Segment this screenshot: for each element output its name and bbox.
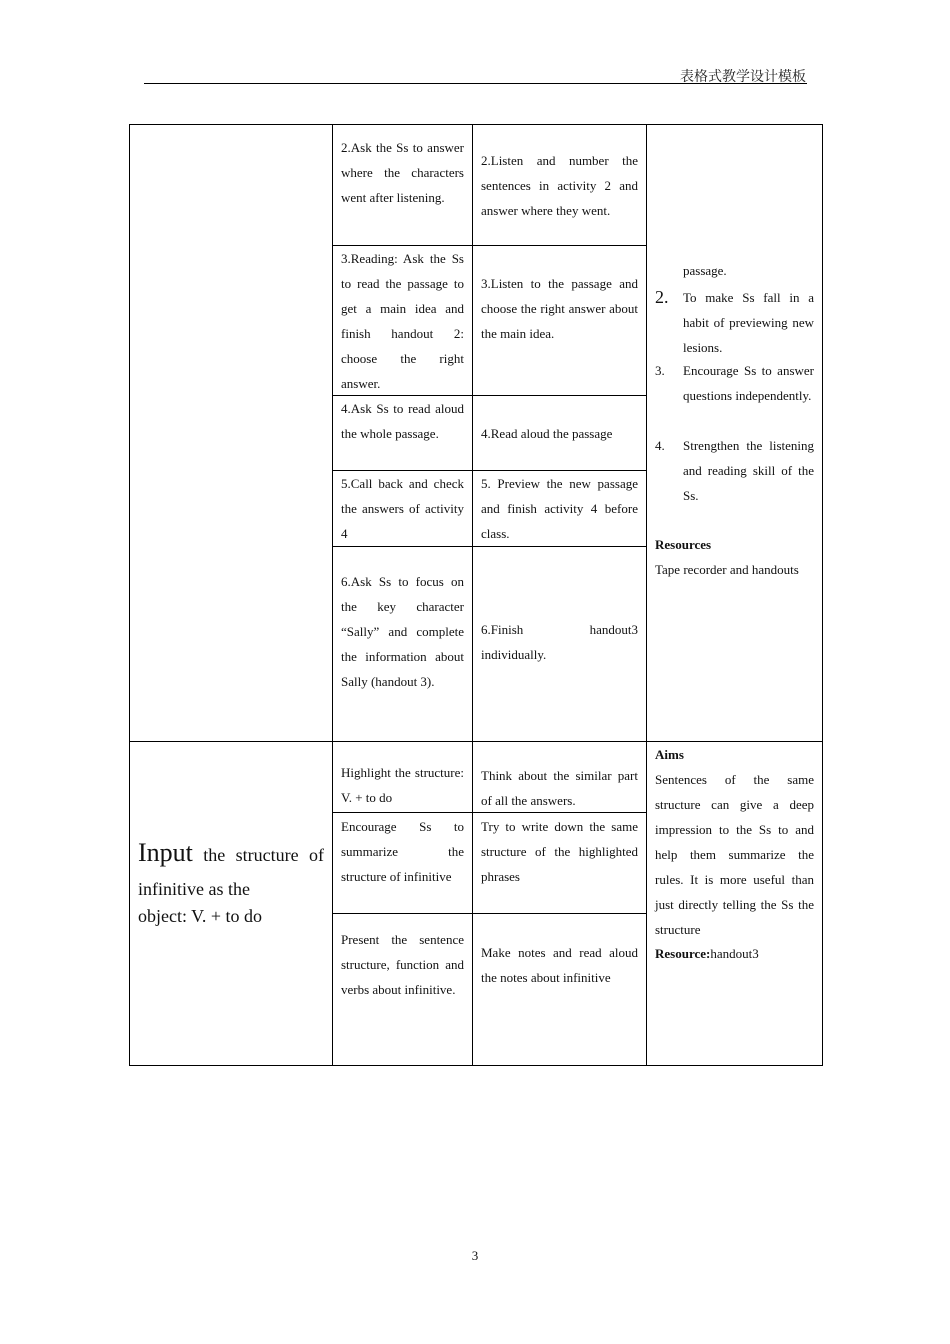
aims-item-text: To make Ss fall in a habit of previewing new lesions.	[683, 290, 814, 355]
resource-line	[655, 941, 814, 966]
aims-item-number: 2.	[655, 287, 669, 307]
teacher-activity-cell: 4.Ask Ss to read aloud the whole passage.	[341, 401, 464, 441]
aims-continued-text: passage.	[683, 263, 727, 278]
student-activity-cell: Think about the similar part of all the answers.	[481, 768, 638, 808]
teacher-activity-cell: Present the sentence structure, function and verbs about infinitive.	[341, 932, 464, 997]
student-activity-cell: 5. Preview the new passage and finish activity 4 before class.	[481, 476, 638, 541]
table-border	[129, 124, 823, 125]
teacher-activity-cell: 2.Ask the Ss to answer where the characters went after listening.	[341, 140, 464, 205]
resource-text: handout3	[710, 946, 759, 961]
teacher-activity-cell: 3.Reading: Ask the Ss to read the passage to get a main idea and finish handout 2: choose the right answer.	[341, 251, 464, 391]
table-border	[129, 1065, 823, 1066]
student-activity-cell: Try to write down the same structure of the highlighted phrases	[481, 819, 638, 884]
resources-text: Tape recorder and handouts	[655, 562, 799, 577]
step-title-first-word: Input	[138, 838, 193, 867]
student-activity-cell: 4.Read aloud the passage	[481, 426, 613, 441]
header-title: 表格式教学设计模板	[680, 69, 806, 85]
student-activity-cell: 2.Listen and number the sentences in activity 2 and answer where they went.	[481, 153, 638, 218]
teacher-activity-cell: 5.Call back and check the answers of activity 4	[341, 476, 464, 541]
step-title-rest: the structure of infinitive as the	[138, 845, 324, 899]
teacher-activity-cell: 6.Ask Ss to focus on the key character “Sally” and complete the information about Sally (handout 3).	[341, 574, 464, 689]
aims-item-number: 4.	[655, 438, 665, 453]
table-border	[646, 124, 647, 1066]
student-activity-cell: 3.Listen to the passage and choose the right answer about the main idea.	[481, 276, 638, 341]
table-border	[472, 124, 473, 1066]
row-divider	[332, 913, 647, 914]
table-border	[332, 124, 333, 1066]
header-rule	[144, 83, 807, 84]
teacher-activity-cell: Highlight the structure: V. + to do	[341, 765, 464, 805]
page-number: 3	[471, 1248, 479, 1263]
aims-item-number: 3.	[655, 363, 665, 378]
table-border	[129, 124, 130, 1066]
resource-label: Resource:	[655, 946, 711, 961]
step-title-last-line: object: V. + to do	[138, 906, 262, 926]
table-border	[822, 124, 823, 1066]
student-activity-cell: 6.Finish handout3 individually.	[481, 622, 638, 662]
aims-item-text: Strengthen the listening and reading skill of the Ss.	[683, 438, 814, 503]
teacher-activity-cell: Encourage Ss to summarize the structure of infinitive	[341, 819, 464, 884]
row-divider	[332, 546, 647, 547]
aims-label: Aims	[655, 747, 684, 762]
student-activity-cell: Make notes and read aloud the notes about infinitive	[481, 945, 638, 985]
aims-item-text: Encourage Ss to answer questions independently.	[683, 363, 814, 403]
step-title	[138, 836, 324, 908]
aims-text: Sentences of the same structure can give a deep impression to the Ss to and help them summarize the rules. It is more useful than just directly telling the Ss the structure	[655, 772, 814, 937]
resources-label: Resources	[655, 537, 712, 552]
